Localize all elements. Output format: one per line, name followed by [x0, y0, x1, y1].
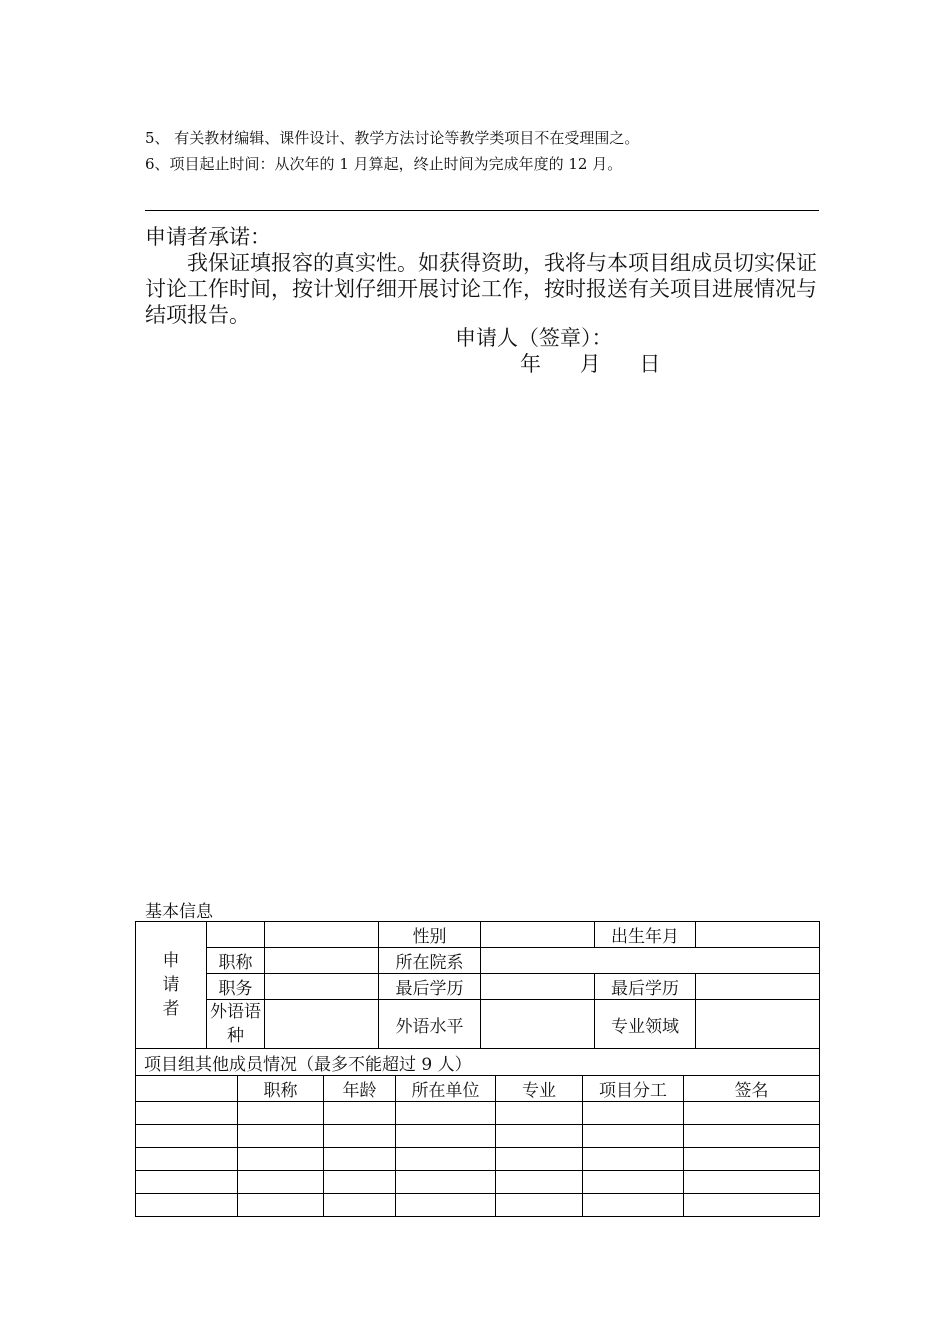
- member-cell[interactable]: [396, 1125, 496, 1148]
- member-cell[interactable]: [324, 1148, 396, 1171]
- job-title-value-cell[interactable]: [265, 948, 379, 974]
- members-header-role: 项目分工: [583, 1076, 684, 1102]
- applicant-char-1: 申: [162, 951, 180, 971]
- foreign-language-label: 外语语种: [207, 1000, 265, 1049]
- member-cell[interactable]: [238, 1148, 324, 1171]
- members-header-signature: 签名: [684, 1076, 820, 1102]
- member-cell[interactable]: [324, 1194, 396, 1217]
- language-level-label: 外语水平: [379, 1000, 481, 1049]
- gender-label: 性别: [379, 922, 481, 948]
- members-header-name: [136, 1076, 238, 1102]
- member-cell[interactable]: [238, 1194, 324, 1217]
- member-cell[interactable]: [396, 1194, 496, 1217]
- member-cell[interactable]: [136, 1171, 238, 1194]
- members-table: [135, 1075, 820, 1217]
- member-cell[interactable]: [496, 1102, 583, 1125]
- member-cell[interactable]: [583, 1102, 684, 1125]
- table-row: [136, 1125, 820, 1148]
- member-cell[interactable]: [136, 1102, 238, 1125]
- member-cell[interactable]: [396, 1102, 496, 1125]
- member-cell[interactable]: [496, 1171, 583, 1194]
- member-cell[interactable]: [583, 1171, 684, 1194]
- highest-degree-label-1: 最后学历: [379, 974, 481, 1000]
- members-header-major: 专业: [496, 1076, 583, 1102]
- signature-date: [520, 348, 678, 378]
- member-cell[interactable]: [324, 1125, 396, 1148]
- table-row: [136, 1194, 820, 1217]
- applicant-char-2: 请: [162, 975, 180, 995]
- members-table-body: [136, 1102, 820, 1217]
- position-value-cell[interactable]: [265, 974, 379, 1000]
- promise-title: 申请者承诺：: [145, 225, 271, 249]
- note-item-6: 6、项目起止时间：从次年的 1 月算起，终止时间为完成年度的 12 月。: [145, 155, 623, 173]
- basic-info-title: 基本信息: [145, 902, 213, 922]
- member-cell[interactable]: [583, 1194, 684, 1217]
- member-cell[interactable]: [136, 1148, 238, 1171]
- gender-value-cell[interactable]: [481, 922, 595, 948]
- note-item-5: 5、 有关教材编辑、课件设计、教学方法讨论等教学类项目不在受理围之。: [145, 129, 640, 147]
- table-row: [136, 1171, 820, 1194]
- table-row: [136, 1148, 820, 1171]
- specialty-label: 专业领域: [595, 1000, 696, 1049]
- member-cell[interactable]: [136, 1125, 238, 1148]
- members-header-unit: 所在单位: [396, 1076, 496, 1102]
- foreign-language-value-cell[interactable]: [265, 1000, 379, 1049]
- language-level-value-cell[interactable]: [481, 1000, 595, 1049]
- date-day: 日: [639, 352, 661, 376]
- birth-label: 出生年月: [595, 922, 696, 948]
- job-title-label: 职称: [207, 948, 265, 974]
- member-cell[interactable]: [684, 1125, 820, 1148]
- member-cell[interactable]: [396, 1148, 496, 1171]
- highest-degree-value-cell-1[interactable]: [481, 974, 595, 1000]
- members-section-title: 项目组其他成员情况（最多不能超过 9 人）: [136, 1049, 820, 1076]
- applicant-promise: [145, 224, 817, 328]
- applicant-label-cell: [136, 922, 207, 1049]
- member-cell[interactable]: [238, 1171, 324, 1194]
- highest-degree-value-cell-2[interactable]: [696, 974, 820, 1000]
- table-row: [136, 1102, 820, 1125]
- date-month: 月: [579, 352, 601, 376]
- department-label: 所在院系: [379, 948, 481, 974]
- divider-line: [145, 210, 819, 211]
- position-label: 职务: [207, 974, 265, 1000]
- basic-info-table: [135, 921, 820, 1076]
- member-cell[interactable]: [324, 1171, 396, 1194]
- applicant-char-3: 者: [162, 999, 180, 1019]
- member-cell[interactable]: [684, 1171, 820, 1194]
- member-cell[interactable]: [496, 1194, 583, 1217]
- highest-degree-label-2: 最后学历: [595, 974, 696, 1000]
- member-cell[interactable]: [136, 1194, 238, 1217]
- member-cell[interactable]: [583, 1125, 684, 1148]
- promise-body: 我保证填报容的真实性。如获得资助，我将与本项目组成员切实保证讨论工作时间，按计划仔细开展讨论工作，按时报送有关项目进展情况与结项报告。: [145, 251, 817, 327]
- name-value-cell[interactable]: [265, 922, 379, 948]
- member-cell[interactable]: [684, 1148, 820, 1171]
- member-cell[interactable]: [238, 1125, 324, 1148]
- member-cell[interactable]: [496, 1148, 583, 1171]
- member-cell[interactable]: [238, 1102, 324, 1125]
- member-cell[interactable]: [324, 1102, 396, 1125]
- birth-value-cell[interactable]: [696, 922, 820, 948]
- signature-label: 申请人（签章）：: [455, 326, 613, 350]
- member-cell[interactable]: [684, 1102, 820, 1125]
- member-cell[interactable]: [684, 1194, 820, 1217]
- department-value-cell[interactable]: [481, 948, 820, 974]
- member-cell[interactable]: [396, 1171, 496, 1194]
- name-label-cell: [207, 922, 265, 948]
- specialty-value-cell[interactable]: [696, 1000, 820, 1049]
- members-header-title: 职称: [238, 1076, 324, 1102]
- members-header-age: 年龄: [324, 1076, 396, 1102]
- date-year: 年: [520, 352, 541, 376]
- member-cell[interactable]: [583, 1148, 684, 1171]
- member-cell[interactable]: [496, 1125, 583, 1148]
